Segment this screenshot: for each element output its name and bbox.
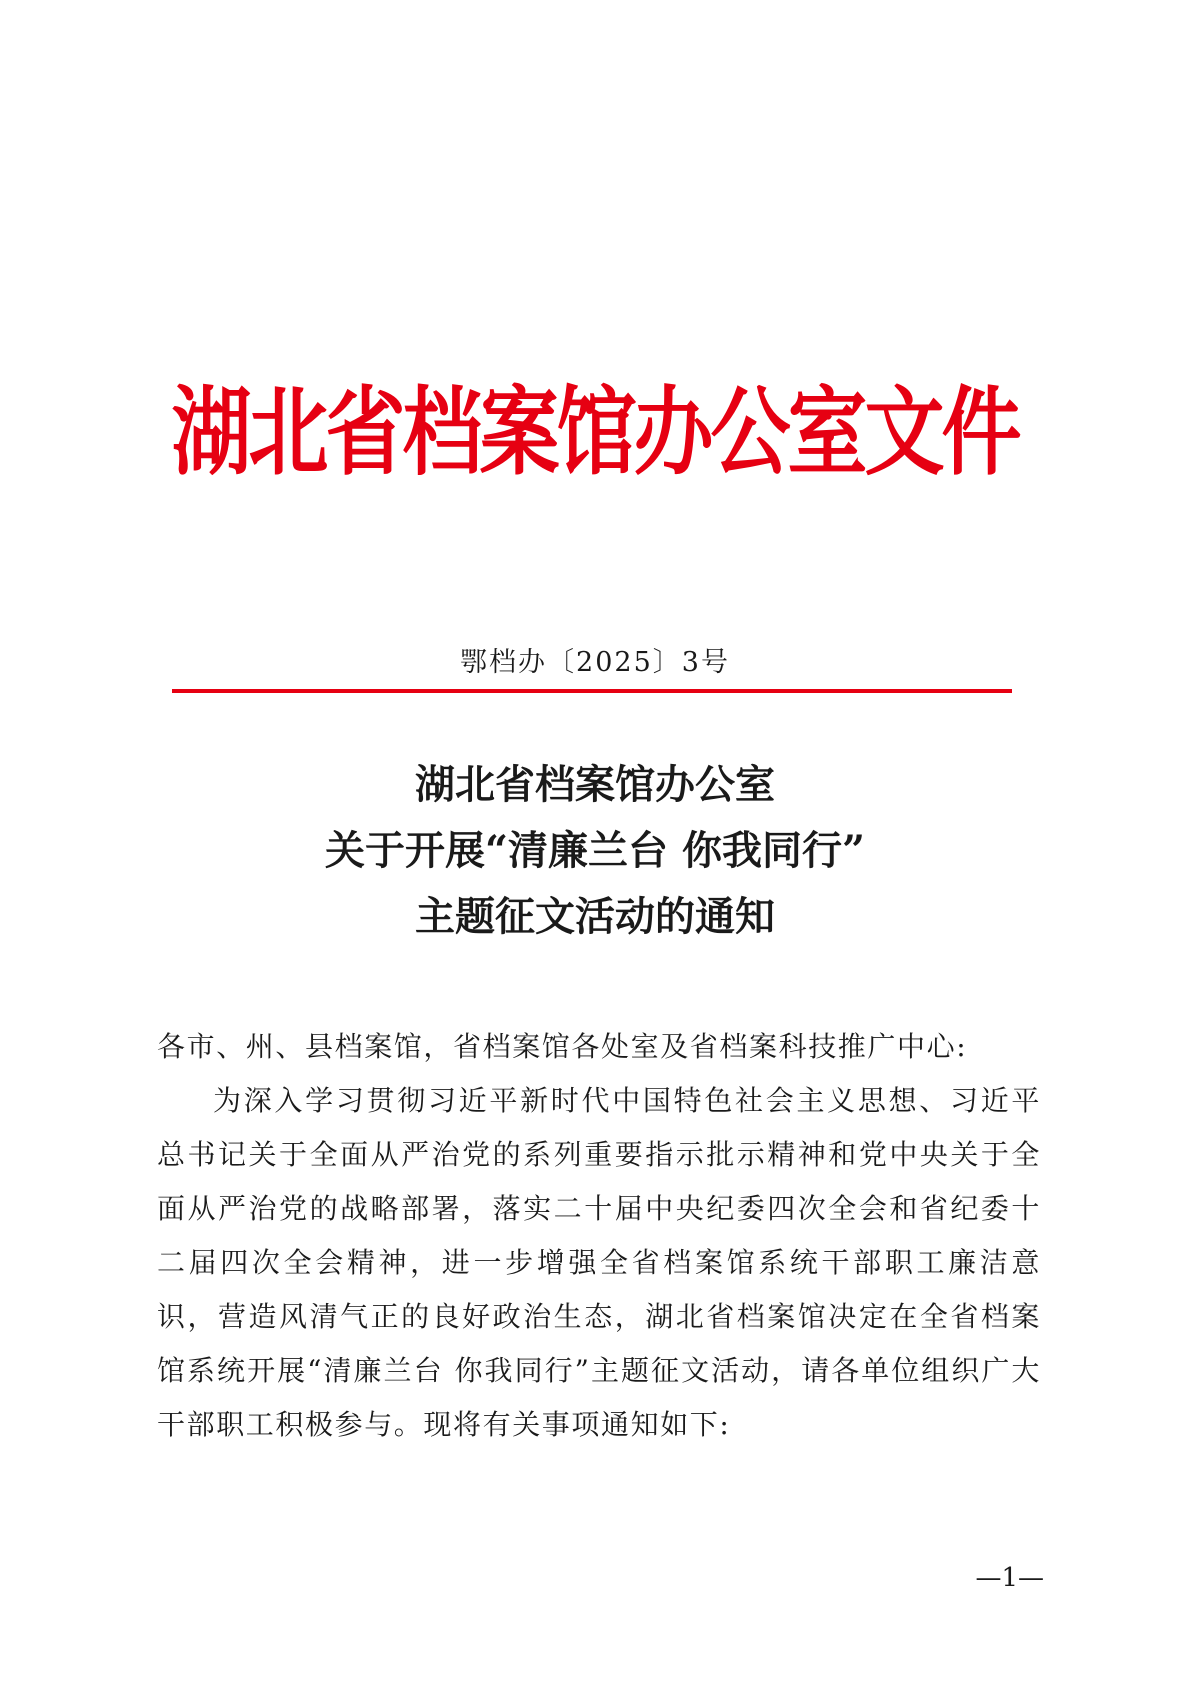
notice-body	[157, 1020, 1041, 1452]
page-number: —1—	[975, 1563, 1044, 1593]
masthead-title: 湖北省档案馆办公室文件	[171, 375, 1019, 489]
title-line-3: 主题征文活动的通知	[415, 893, 775, 940]
notice-title	[0, 752, 1190, 950]
title-line-1: 湖北省档案馆办公室	[415, 761, 775, 808]
salutation: 各市、州、县档案馆，省档案馆各处室及省档案科技推广中心:	[157, 1030, 968, 1063]
document-number: 鄂档办〔2025〕3号	[460, 647, 730, 678]
body-paragraph-1: 为深入学习贯彻习近平新时代中国特色社会主义思想、习近平总书记关于全面从严治党的系列重要指示批示精神和党中央关于全面从严治党的战略部署，落实二十届中央纪委四次全会和省纪委十二届四次全会精神，进一步增强全省档案馆系统干部职工廉洁意识，营造风清气正的良好政治生态，湖北省档案馆决定在全省档案馆系统开展“清廉兰台 你我同行”主题征文活动，请各单位组织广大干部职工积极参与。现将有关事项通知如下:	[157, 1084, 1041, 1441]
title-line-2: 关于开展“清廉兰台 你我同行”	[325, 827, 865, 874]
red-divider-line	[172, 689, 1012, 693]
